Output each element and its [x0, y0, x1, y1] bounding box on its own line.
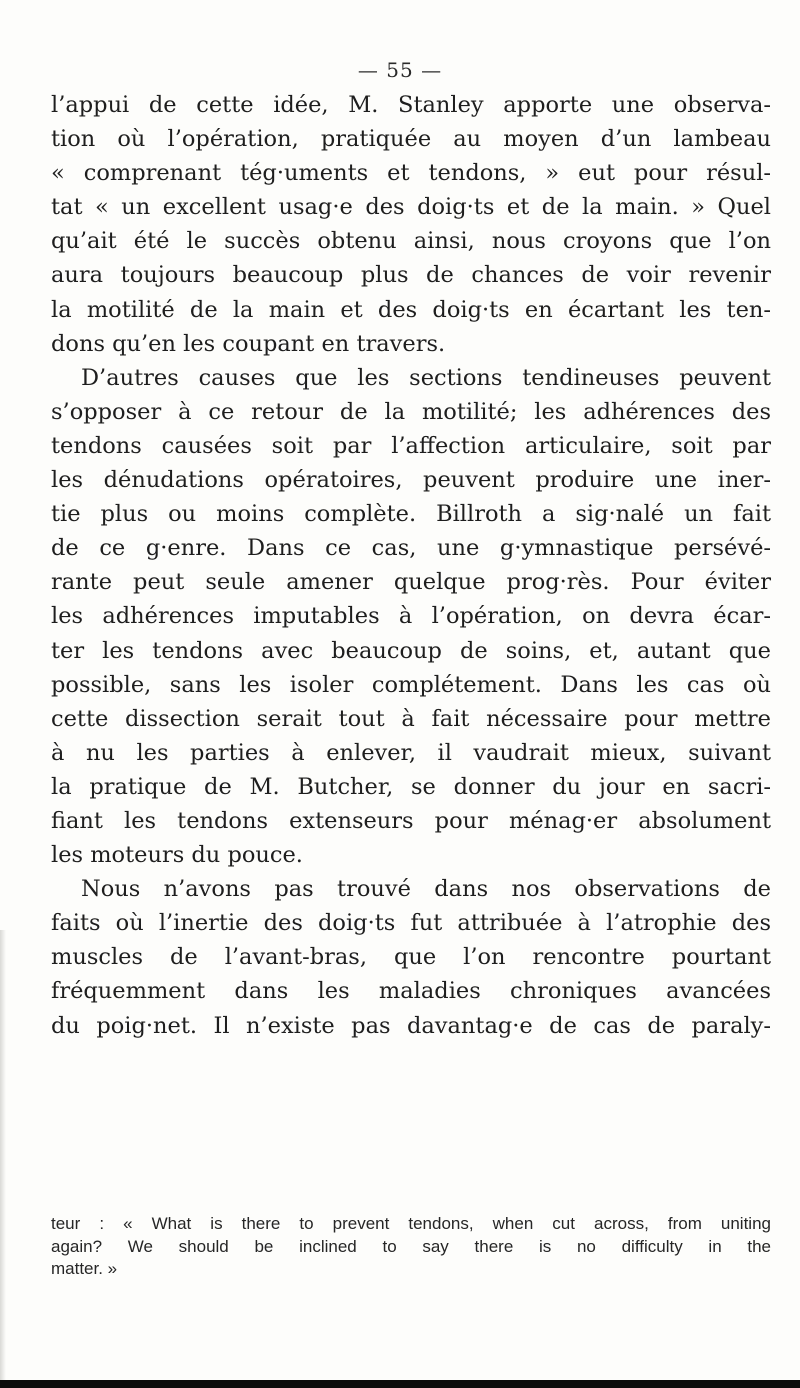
text-line: les dénudations opératoires, peuvent produire une iner- [51, 467, 771, 494]
footnote-line: teur : « What is there to prevent tendons, when cut across, from uniting [51, 1214, 771, 1233]
text-line: dons qu’en les coupant en travers. [51, 330, 446, 357]
text-line: D’autres causes que les sections tendineuses peuvent [81, 364, 771, 391]
page-edge-shadow [0, 930, 6, 1388]
text-line: les adhérences imputables à l’opération, on devra écar- [51, 603, 771, 630]
text-line: qu’ait été le succès obtenu ainsi, nous croyons que l’on [51, 228, 771, 255]
text-line: fiant les tendons extenseurs pour ménag·er absolument [51, 807, 771, 834]
text-line: l’appui de cette idée, M. Stanley apporte une observa- [51, 92, 771, 118]
text-line: les moteurs du pouce. [51, 842, 303, 869]
text-line: « comprenant tég·uments et tendons, » eut pour résul- [51, 160, 771, 187]
footnote [51, 1213, 771, 1281]
text-line: la pratique de M. Butcher, se donner du jour en sacri- [51, 773, 771, 800]
text-line: tendons causées soit par l’affection articulaire, soit par [51, 432, 771, 459]
text-line: tie plus ou moins complète. Billroth a sig·nalé un fait [51, 501, 771, 528]
text-line: ter les tendons avec beaucoup de soins, et, autant que [51, 637, 771, 664]
text-line: à nu les parties à enlever, il vaudrait mieux, suivant [51, 739, 771, 766]
text-line: faits où l’inertie des doig·ts fut attribuée à l’atrophie des [51, 910, 771, 937]
text-line: cette dissection serait tout à fait nécessaire pour mettre [51, 705, 771, 732]
text-line: la motilité de la main et des doig·ts en écartant les ten- [51, 296, 771, 323]
text-line: s’opposer à ce retour de la motilité; les adhérences des [51, 398, 771, 425]
main-text [51, 88, 771, 1043]
footnote-line: again? We should be inclined to say there is no difficulty in the [51, 1236, 771, 1256]
text-line: muscles de l’avant-bras, que l’on rencontre pourtant [51, 944, 771, 971]
text-line: tat « un excellent usag·e des doig·ts et de la main. » Quel [51, 194, 771, 221]
footnote-line: matter. » [51, 1259, 118, 1278]
page-number: — 55 — [357, 58, 443, 82]
text-line: fréquemment dans les maladies chroniques avancées [51, 978, 771, 1005]
bottom-edge-rule [0, 1380, 800, 1388]
text-line: rante peut seule amener quelque prog·rès. Pour éviter [51, 569, 771, 596]
text-line: aura toujours beaucoup plus de chances de voir revenir [51, 262, 771, 289]
text-line: de ce g·enre. Dans ce cas, une g·ymnastique persévé- [51, 535, 771, 562]
text-line: tion où l’opération, pratiquée au moyen d’un lambeau [51, 126, 771, 153]
text-line: du poig·net. Il n’existe pas davantag·e de cas de paraly- [51, 1012, 771, 1039]
text-line: Nous n’avons pas trouvé dans nos observations de [81, 876, 771, 903]
text-line: possible, sans les isoler complétement. Dans les cas où [51, 671, 771, 698]
